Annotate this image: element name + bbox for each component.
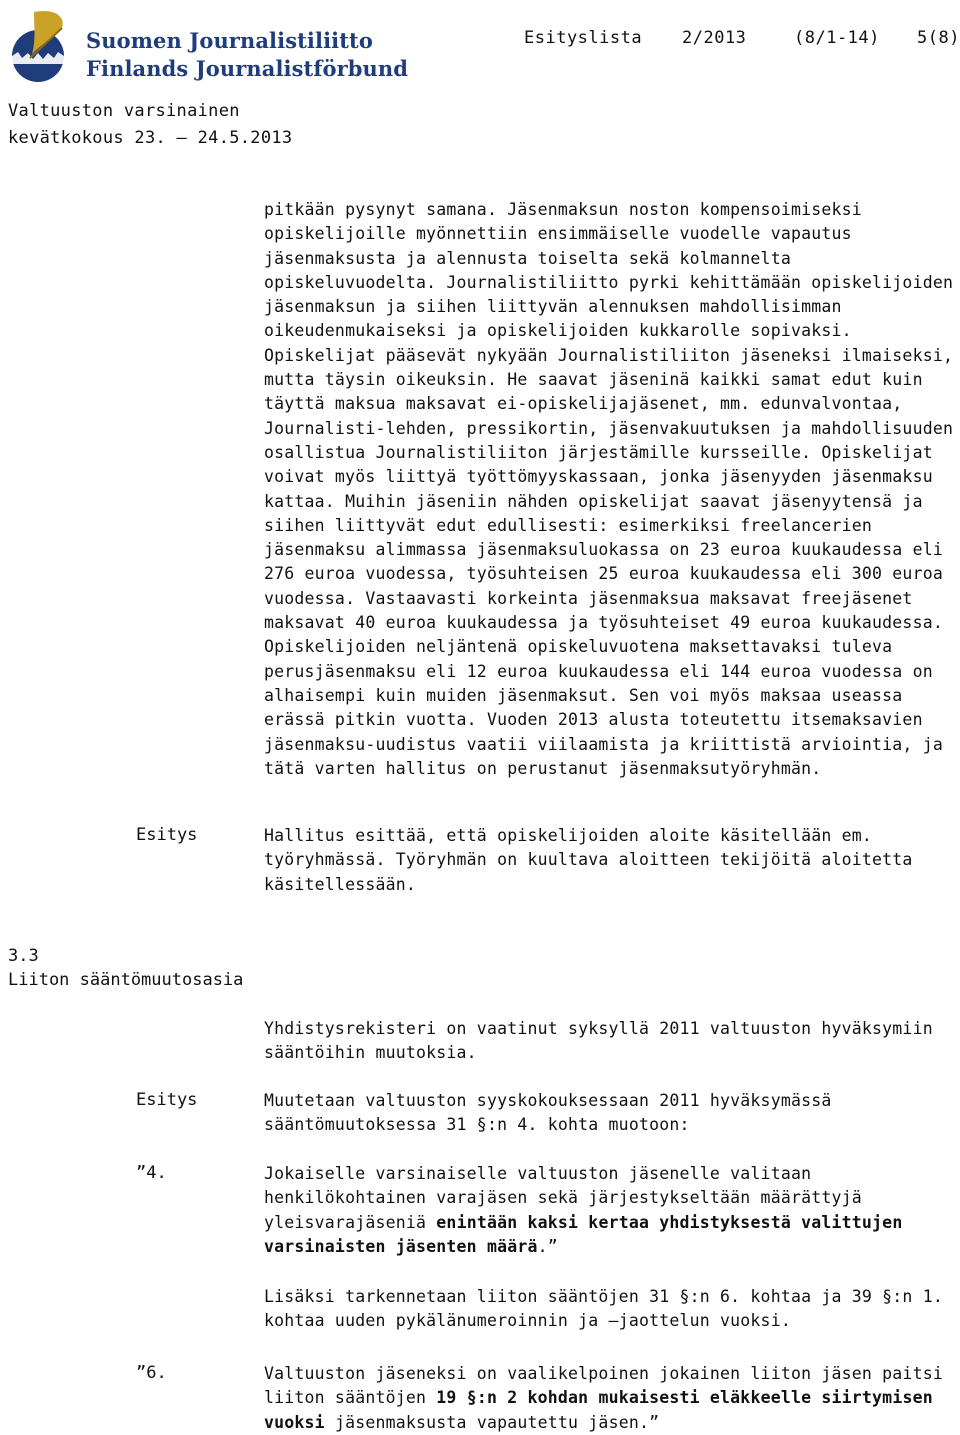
quill-seal-icon [4,6,80,90]
esitys-text-1: Hallitus esittää, että opiskelijoiden aloite käsitellään em. työryhmässä. Työryhmän on kuultava aloitteen tekijöitä aloitetta käsitellessään. [264,826,913,894]
section-number: 3.3 [8,946,39,966]
item-6-label: ”6. [136,1363,167,1383]
item-4-main: Jokaiselle varsinaiselle valtuuston jäsenelle valitaan henkilökohtainen varajäsen sekä järjestykseltään määrättyjä yleisvarajäseniä [264,1164,862,1232]
organization-logo [4,6,409,90]
item-6-end: jäsenmaksusta vapautettu jäsen.” [334,1412,660,1432]
esitys-text-2: Muutetaan valtuuston syyskokouksessaan 2011 hyväksymässä sääntömuutoksessa 31 §:n 4. kohta muotoon: [264,1091,832,1135]
org-name-sv: Finlands Journalistförbund [86,56,409,81]
doc-sections: (8/1-14) [794,28,880,48]
meeting-line-2: kevätkokous 23. – 24.5.2013 [8,128,293,148]
page-number: 5(8) [917,28,960,48]
body-paragraph-1: pitkään pysynyt samana. Jäsenmaksun noston kompensoimiseksi opiskelijoille myönnettiin ensimmäiselle vuodelle vapautus jäsenmaksusta ja alennusta toiselta sekä kolmannelta opiskeluvuodelta. Journalistiliitto pyrki kehittämään opiskelijoiden jäsenmaksun ja siihen liittyvän alennuksen mahdollisimman oikeudenmukaiseksi ja opiskelijoiden kukkarolle sopivaksi. Opiskelijat pääsevät nykyään Journalistiliiton jäseneksi ilmaiseksi, mutta täysin oikeuksin. He saavat jäseninä kaikki samat edut kuin täyttä maksua maksavat ei-opiskelijajäsenet, mm. edunvalvontaa, Journalisti-lehden, pressikortin, jäsenvakuutuksen ja mahdollisuuden osallistua Journalistiliiton järjestämille kursseille. Opiskelijat voivat myös liittyä työttömyyskassaan, jonka jäsenyyden jäsenmaksu kattaa. Muihin jäseniin nähden opiskelijat saavat jäsenyytensä ja siihen liittyvät edut edullisesti: esimerkiksi freelancerien jäsenmaksu alimmassa jäsenmaksuluokassa on 23 euroa kuukaudessa eli 276 euroa vuodessa, työsuhteisen 25 euroa kuukaudessa eli 300 euroa vuodessa. Vastaavasti korkeinta jäsenmaksua maksavat freejäsenet maksavat 40 euroa kuukaudessa ja työsuhteiset 49 euroa kuukaudessa. Opiskelijoiden neljäntenä opiskeluvuotena maksettavaksi tuleva perusjäsenmaksu eli 12 euroa kuukaudessa eli 144 euroa vuodessa on alhaisempi kuin muiden jäsenmaksut. Sen voi myös maksaa useassa erässä pitkin vuotta. Vuoden 2013 alusta toteutettu itsemaksavien jäsenmaksu-uudistus vaatii viilaamista ja kriittistä arviointia, ja tätä varten hallitus on perustanut jäsenmaksutyöryhmän. [264,200,954,778]
doc-number: 2/2013 [682,28,747,48]
item-4-bold: enintään kaksi kertaa yhdistyksestä valittujen varsinaisten jäsenten määrä [264,1212,903,1256]
meeting-title [8,98,292,152]
doc-type: Esityslista [524,28,643,48]
section-title: Liiton sääntömuutosasia [8,970,244,990]
esitys-label-2: Esitys [136,1090,198,1110]
body-paragraph-2: Yhdistysrekisteri on vaatinut syksyllä 2011 valtuuston hyväksymiin sääntöihin muutoksia. [264,1019,933,1063]
item-4-text [264,1162,956,1259]
item-4-label: ”4. [136,1163,167,1183]
org-name-fi: Suomen Journalistiliitto [86,28,373,53]
esitys-label-1: Esitys [136,825,198,845]
item-4-end: .” [537,1236,558,1256]
item-6-main: Valtuuston jäseneksi on vaalikelpoinen jokainen liiton jäsen paitsi liiton sääntöjen [264,1364,943,1408]
meeting-line-1: Valtuuston varsinainen [8,101,240,121]
body-paragraph-3: Lisäksi tarkennetaan liiton sääntöjen 31 §:n 6. kohtaa ja 39 §:n 1. kohtaa uuden pykälänumeroinnin ja –jaottelun vuoksi. [264,1287,943,1331]
item-6-bold: 19 §:n 2 kohdan mukaisesti eläkkeelle siirtymisen vuoksi [264,1388,933,1432]
item-6-text [264,1362,944,1435]
